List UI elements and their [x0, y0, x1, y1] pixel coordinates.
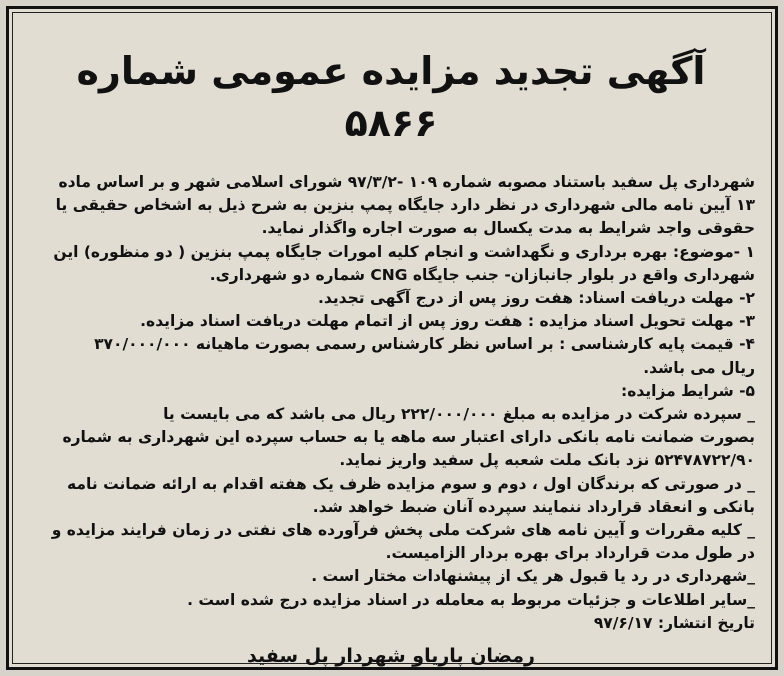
notice-title: آگهی تجدید مزایده عمومی شماره ۵۸۶۶ [76, 49, 706, 145]
body-line: _شهرداری در رد یا قبول هر یک از پیشنهادات مختار است . [311, 567, 755, 586]
body-line: _ سپرده شرکت در مزایده به مبلغ ۲۲۲/۰۰۰/۰۰۰ ریال می باشد که می بایست یا [163, 405, 755, 424]
body-line: ریال می باشد. [643, 358, 755, 377]
body-line: حقوقی واجد شرایط به مدت یکسال به صورت اجاره واگذار نماید. [261, 219, 755, 238]
signature: رمضان پاریاو شهردار پل سفید [247, 645, 535, 668]
notice-body [27, 171, 755, 635]
outer-border [6, 6, 778, 670]
body-line: _سایر اطلاعات و جزئیات مربوط به معامله در اسناد مزایده درج شده است . [187, 590, 755, 609]
notice-box [12, 12, 772, 668]
body-line: ۲- مهلت دریافت اسناد: هفت روز پس از درج آگهی تجدید. [317, 289, 755, 308]
body-line: بصورت ضمانت نامه بانکی دارای اعتبار سه ماهه یا به حساب سپرده این شهرداری به شماره [62, 428, 755, 447]
body-line: در طول مدت قرارداد برای بهره بردار الزامیست. [385, 544, 755, 563]
body-line: ۱۳ آیین نامه مالی شهرداری در نظر دارد جایگاه پمپ بنزین به شرح ذیل به اشخاص حقیقی یا [55, 196, 755, 215]
body-line: ۵- شرایط مزایده: [621, 381, 755, 400]
body-line: ۴- قیمت پایه کارشناسی : بر اساس نظر کارشناس رسمی بصورت ماهیانه ۳۷۰/۰۰۰/۰۰۰ [94, 335, 755, 354]
body-line: بانکی و انعقاد قرارداد ننمایند سپرده آنان ضبط خواهد شد. [312, 497, 755, 516]
body-line: _ در صورتی که برندگان اول ، دوم و سوم مزایده ظرف یک هفته اقدام به ارائه ضمانت نامه [67, 474, 755, 493]
body-line: شهرداری پل سفید باستناد مصوبه شماره ۱۰۹ -۹۷/۳/۲ شورای اسلامی شهر و بر اساس ماده [58, 173, 755, 191]
body-line: _ کلیه مقررات و آیین نامه های شرکت ملی پخش فرآورده های نفتی در زمان فرایند مزایده و [51, 521, 755, 540]
body-line: ۱ -موضوع: بهره برداری و نگهداشت و انجام کلیه امورات جایگاه پمپ بنزین ( دو منظوره) این [53, 242, 755, 261]
body-line: شهرداری واقع در بلوار جانبازان- جنب جایگاه CNG شماره دو شهرداری. [209, 265, 755, 284]
body-line: ۳- مهلت تحویل اسناد مزایده : هفت روز پس از اتمام مهلت دریافت اسناد مزایده. [140, 312, 755, 331]
body-line: ۵۲۴۷۸۷۲۲/۹۰ نزد بانک ملت شعبه پل سفید واریز نماید. [339, 451, 755, 470]
publish-date: تاریخ انتشار: ۹۷/۶/۱۷ [593, 613, 755, 632]
